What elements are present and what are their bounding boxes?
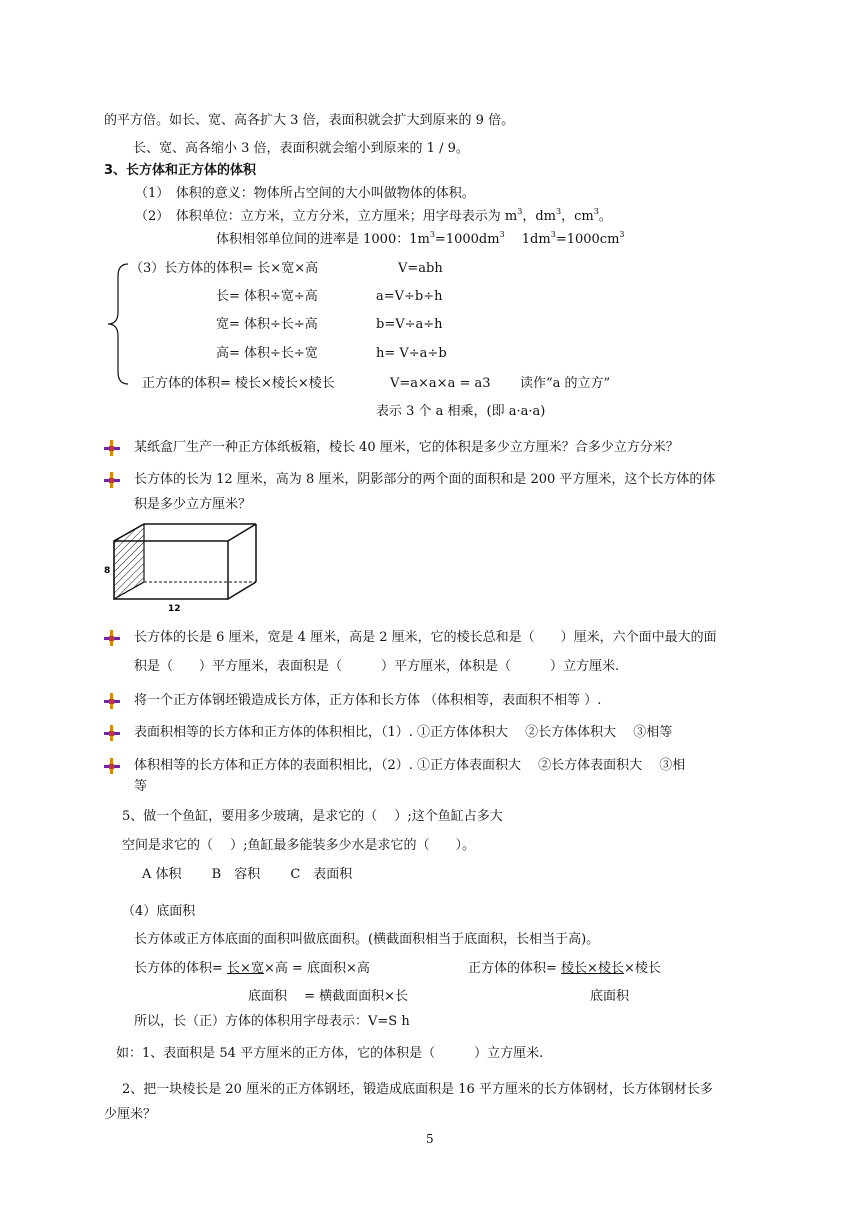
text-fragment: 体积相邻单位间的进率是 1000：1m: [216, 232, 430, 247]
text-fragment: 1dm: [504, 232, 551, 247]
subsection-title: （4）底面积: [122, 904, 196, 919]
bullet-icon: [104, 725, 120, 741]
text-line: 长方体或正方体底面的面积叫做底面积。(横截面积相当于底面积，长相当于高)。: [134, 932, 600, 947]
formula-symbol: a=V÷b÷h: [376, 289, 443, 304]
question-text: 空间是求它的（ ）;鱼缸最多能装多少水是求它的（ ）。: [122, 838, 476, 853]
formula-text: 宽= 体积÷长÷高: [216, 317, 318, 332]
text-line: 长、宽、高各缩小 3 倍，表面积就会缩小到原来的 1 / 9。: [133, 141, 469, 156]
superscript: 3: [429, 230, 435, 239]
text-fragment: 。: [598, 209, 612, 224]
text-line: 所以，长（正）方体的体积用字母表示：V=S h: [134, 1014, 410, 1029]
superscript: 3: [550, 230, 556, 239]
formula-row: 底面积 = 横截面面积×长: [248, 989, 409, 1004]
text-fragment: （2） 体积单位：立方米，立方分米，立方厘米；用字母表示为 m: [135, 209, 518, 224]
formula-text: （3）长方体的体积= 长×宽×高: [130, 261, 319, 276]
question-text: 将一个正方体钢坯锻造成长方体，正方体和长方体 （体积相等，表面积不相等 ）.: [134, 693, 602, 708]
formula-text: 表示 3 个 a 相乘，(即 a·a·a): [376, 404, 546, 419]
brace-icon: [104, 262, 132, 386]
example-text: 少厘米？: [104, 1107, 157, 1122]
question-text: 5、做一个鱼缸，要用多少玻璃，是求它的（ ）;这个鱼缸占多大: [122, 809, 503, 824]
underlined-term: 长×宽: [227, 961, 264, 976]
example-text: 2、把一块棱长是 20 厘米的正方体钢坯，锻造成底面积是 16 平方厘米的长方体钢材，长方体钢材长多: [122, 1082, 713, 1097]
example-text: 如：1、表面积是 54 平方厘米的正方体，它的体积是（ ）立方厘米.: [116, 1046, 544, 1061]
cuboid-figure: [104, 518, 264, 614]
formula-row: [468, 960, 661, 978]
section-heading: 3、长方体和正方体的体积: [104, 163, 257, 178]
text-line: 的平方倍。如长、宽、高各扩大 3 倍，表面积就会扩大到原来的 9 倍。: [104, 113, 515, 128]
text-fragment: ×棱长: [623, 961, 661, 976]
superscript: 3: [619, 230, 625, 239]
bullet-icon: [104, 630, 120, 646]
formula-symbol: h= V÷a÷b: [376, 346, 447, 361]
text-fragment: =1000cm: [555, 232, 620, 247]
question-text: 长方体的长为 12 厘米，高为 8 厘米，阴影部分的两个面的面积和是 200 平方厘米，这个长方体的体: [134, 472, 716, 487]
text-fragment: =1000dm: [434, 232, 500, 247]
question-text: 表面积相等的长方体和正方体的体积相比，（1）. ①正方体体积大 ②长方体体积大 ③相等: [134, 725, 673, 740]
bullet-icon: [104, 440, 120, 456]
answer-options: A 体积 B 容积 C 表面积: [142, 867, 353, 882]
underlined-term: 棱长×棱长: [561, 961, 624, 976]
question-text: 等: [134, 779, 148, 794]
superscript: 3: [517, 207, 523, 216]
bullet-icon: [104, 758, 120, 774]
superscript: 3: [499, 230, 505, 239]
text-fragment: ，dm: [522, 209, 556, 224]
text-line: （1） 体积的意义：物体所占空间的大小叫做物体的体积。: [135, 186, 475, 201]
text-fragment: ×高 = 底面积×高: [263, 961, 370, 976]
text-fragment: 长方体的体积=: [134, 961, 223, 976]
page-number: 5: [426, 1132, 434, 1146]
question-text: 某纸盒厂生产一种正方体纸板箱，棱长 40 厘米，它的体积是多少立方厘米？合多少立方分米？: [134, 440, 679, 455]
unit-line: [135, 208, 612, 226]
formula-text: 高= 体积÷长÷宽: [216, 346, 318, 361]
formula-text: 长= 体积÷宽÷高: [216, 289, 318, 304]
formula-row: [134, 960, 370, 978]
text-fragment: 正方体的体积=: [468, 961, 557, 976]
question-text: 积是多少立方厘米？: [134, 497, 252, 512]
text-fragment: ，cm: [561, 209, 594, 224]
question-text: 积是（ ）平方厘米，表面积是（ ）平方厘米，体积是（ ）立方厘米.: [134, 659, 620, 674]
question-text: 长方体的长是 6 厘米，宽是 4 厘米，高是 2 厘米，它的棱长总和是（ ）厘米，六个面中最大的面: [134, 630, 717, 645]
formula-symbol: b=V÷a÷h: [376, 317, 443, 332]
rate-line: [216, 231, 625, 249]
formula-symbol: V=abh: [398, 261, 443, 276]
superscript: 3: [593, 207, 599, 216]
bullet-icon: [104, 472, 120, 488]
question-text: 体积相等的长方体和正方体的表面积相比，（2）. ①正方体表面积大 ②长方体表面积大 ③相: [134, 758, 686, 773]
height-label: 8: [104, 566, 111, 576]
bullet-icon: [104, 693, 120, 709]
formula-symbol: V=a×a×a = a3: [390, 376, 491, 391]
formula-text: 正方体的体积= 棱长×棱长×棱长: [142, 376, 335, 391]
formula-row: 底面积: [590, 989, 630, 1004]
length-label: 12: [168, 604, 181, 614]
formula-text: 读作“a 的立方”: [520, 376, 611, 391]
superscript: 3: [555, 207, 562, 216]
